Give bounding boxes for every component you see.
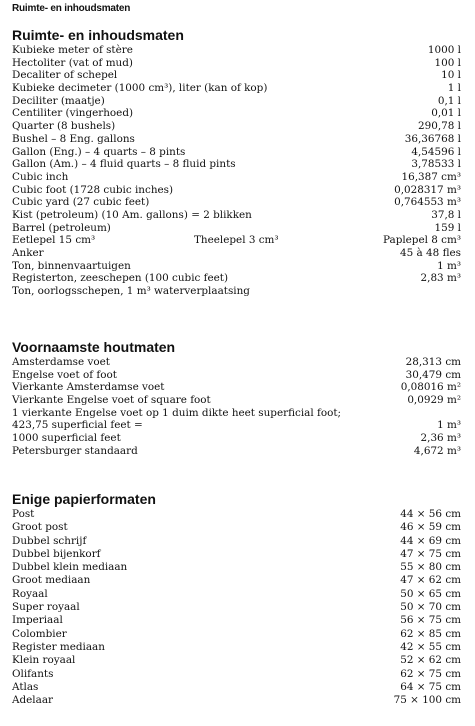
measure-row: [12, 158, 461, 171]
section-title: Ruimte- en inhoudsmaten: [12, 27, 184, 43]
measure-label: Ton, binnenvaartuigen: [12, 259, 131, 272]
measure-row: [12, 209, 461, 222]
measure-row: [12, 508, 461, 521]
measure-row: [12, 196, 461, 209]
measure-row: [12, 394, 461, 407]
measure-label: Amsterdamse voet: [12, 356, 110, 368]
measure-row: [12, 184, 461, 197]
measure-row: [12, 107, 461, 120]
measure-row: [12, 535, 461, 548]
measure-label: Vierkante Engelse voet of square foot: [12, 394, 211, 407]
measure-value: 10 l: [441, 69, 461, 82]
measure-value: 75 × 100 cm: [393, 694, 461, 707]
section-houtmaten: [12, 339, 461, 458]
measure-value: 1 m³: [437, 419, 461, 432]
measure-label: Dubbel klein mediaan: [12, 561, 128, 574]
measure-value: 44 × 56 cm: [400, 508, 461, 520]
measure-value: 16,387 cm³: [401, 170, 461, 183]
measure-row: [12, 628, 461, 641]
measure-row: [12, 146, 461, 159]
measure-row: [12, 548, 461, 561]
measure-label: Royaal: [12, 587, 48, 600]
measure-row: [12, 272, 461, 285]
measure-row: [12, 445, 461, 458]
measure-value: 64 × 75 cm: [400, 680, 461, 693]
measure-row: [12, 95, 461, 108]
measure-value: 4,672 m³: [413, 444, 461, 457]
measure-value: Paplepel 8 cm³: [382, 234, 461, 247]
measure-value: 3,78533 l: [411, 158, 461, 171]
measure-row: [12, 57, 461, 70]
measure-row: [12, 171, 461, 184]
measure-label: 423,75 superficial feet =: [12, 419, 143, 432]
measure-row: [12, 561, 461, 574]
measure-label: Bushel – 8 Eng. gallons: [12, 132, 135, 145]
measure-label: Centiliter (vingerhoed): [12, 107, 134, 120]
running-head: Ruimte- en inhoudsmaten: [12, 3, 131, 14]
measure-label: Engelse voet of foot: [12, 368, 117, 381]
measure-label: Cubic yard (27 cubic feet): [12, 196, 150, 209]
measure-row: [12, 69, 461, 82]
measure-label: Kist (petroleum) (10 Am. gallons) = 2 blikken: [12, 208, 252, 221]
measure-label: Ton, oorlogsschepen, 1 m³ waterverplaatsing: [12, 285, 250, 298]
measure-list: [12, 508, 461, 707]
measure-row: [12, 133, 461, 146]
measure-label: Vierkante Amsterdamse voet: [12, 381, 165, 394]
measure-label: Kubieke meter of stère: [12, 44, 133, 56]
measure-label: Olifants: [12, 667, 54, 680]
measure-label: Dubbel bijenkorf: [12, 547, 101, 560]
measure-row: [12, 588, 461, 601]
measure-label: 1000 superficial feet: [12, 432, 121, 445]
measure-row: [12, 82, 461, 95]
measure-label: Dubbel schrijf: [12, 534, 87, 547]
measure-row: [12, 222, 461, 235]
measure-label: Decaliter of schepel: [12, 69, 118, 82]
measure-row: [12, 668, 461, 681]
measure-label: Post: [12, 508, 35, 520]
measure-value: 50 × 65 cm: [400, 587, 461, 600]
measure-value: 62 × 75 cm: [400, 667, 461, 680]
measure-row: [12, 285, 461, 298]
measure-label: Adelaar: [12, 694, 53, 707]
measure-value: 37,8 l: [431, 208, 461, 221]
measure-value: 0,0929 m²: [407, 394, 461, 407]
measure-label: Quarter (8 bushels): [12, 120, 116, 133]
measure-row: [12, 641, 461, 654]
measure-label: Atlas: [12, 680, 39, 693]
measure-value: 46 × 59 cm: [400, 521, 461, 534]
measure-value: 62 × 85 cm: [400, 627, 461, 640]
measure-row: [12, 681, 461, 694]
measure-label: Imperiaal: [12, 614, 63, 627]
measure-value: 50 × 70 cm: [400, 601, 461, 614]
measure-value: 56 × 75 cm: [400, 614, 461, 627]
measure-row: [12, 419, 461, 432]
measure-row: [12, 120, 461, 133]
measure-label: Hectoliter (vat of mud): [12, 56, 133, 69]
measure-label: Groot post: [12, 521, 68, 534]
measure-value: 290,78 l: [418, 120, 461, 133]
section-papierformaten: [12, 491, 461, 707]
measure-value: 0,08016 m²: [400, 381, 461, 394]
section-title: Voornaamste houtmaten: [12, 339, 176, 355]
measure-row: [12, 654, 461, 667]
measure-label: Register mediaan: [12, 640, 105, 653]
measure-row: [12, 432, 461, 445]
measure-label: Super royaal: [12, 601, 80, 614]
measure-row: [12, 381, 461, 394]
measure-value: 47 × 62 cm: [400, 574, 461, 587]
measure-label: Eetlepel 15 cm³: [12, 234, 96, 247]
measure-label: Groot mediaan: [12, 574, 91, 587]
measure-label: Cubic inch: [12, 170, 69, 183]
measure-label: Colombier: [12, 627, 67, 640]
measure-value: 0,1 l: [437, 94, 461, 107]
measure-label: Gallon (Am.) – 4 fluid quarts – 8 fluid pints: [12, 158, 236, 171]
measure-row: [12, 407, 461, 420]
measure-value: 28,313 cm: [405, 356, 461, 368]
measure-value: 1000 l: [427, 44, 461, 56]
measure-label: Anker: [12, 247, 44, 259]
measure-mid-label: Theelepel 3 cm³: [194, 234, 279, 247]
measure-row: [12, 614, 461, 627]
measure-label: Petersburger standaard: [12, 444, 138, 457]
measure-row: [12, 356, 461, 369]
measure-value: 45 à 48 fles: [400, 247, 461, 259]
measure-value: 4,54596 l: [411, 145, 461, 158]
measure-list: [12, 44, 461, 298]
measure-value: 1 l: [447, 82, 461, 95]
measure-row: [12, 260, 461, 273]
measure-row: [12, 44, 461, 57]
measure-value: 52 × 62 cm: [400, 654, 461, 667]
measure-value: 55 × 80 cm: [400, 561, 461, 574]
measure-value: 47 × 75 cm: [400, 547, 461, 560]
section-title: Enige papierformaten: [12, 491, 156, 507]
measure-label: Kubieke decimeter (1000 cm³), liter (kan of kop): [12, 82, 268, 95]
measure-label: Gallon (Eng.) – 4 quarts – 8 pints: [12, 145, 186, 158]
measure-value: 0,028317 m³: [394, 183, 461, 196]
measure-label: 1 vierkante Engelse voet op 1 duim dikte heet superficial foot;: [12, 406, 342, 419]
measure-label: Registerton, zeeschepen (100 cubic feet): [12, 272, 229, 285]
measure-value: 100 l: [434, 56, 461, 69]
measure-value: 159 l: [434, 221, 461, 234]
measure-label: Deciliter (maatje): [12, 94, 105, 107]
measure-row: [12, 247, 461, 260]
measure-list: [12, 356, 461, 458]
measure-row: [12, 234, 461, 247]
measure-value: 44 × 69 cm: [400, 534, 461, 547]
measure-row: [12, 369, 461, 382]
measure-value: 2,83 m³: [420, 272, 461, 285]
measure-value: 42 × 55 cm: [400, 640, 461, 653]
measure-label: Klein royaal: [12, 654, 76, 667]
measure-row: [12, 574, 461, 587]
measure-value: 1 m³: [437, 259, 461, 272]
measure-label: Barrel (petroleum): [12, 221, 111, 234]
section-ruimte-inhoudsmaten: [12, 27, 461, 298]
measure-value: 36,36768 l: [404, 132, 461, 145]
measure-value: 0,764553 m³: [394, 196, 461, 209]
measure-row: [12, 601, 461, 614]
measure-row: [12, 521, 461, 534]
measure-value: 2,36 m³: [420, 432, 461, 445]
measure-row: [12, 694, 461, 707]
measure-value: 30,479 cm: [405, 368, 461, 381]
measure-label: Cubic foot (1728 cubic inches): [12, 183, 174, 196]
measure-value: 0,01 l: [431, 107, 461, 120]
